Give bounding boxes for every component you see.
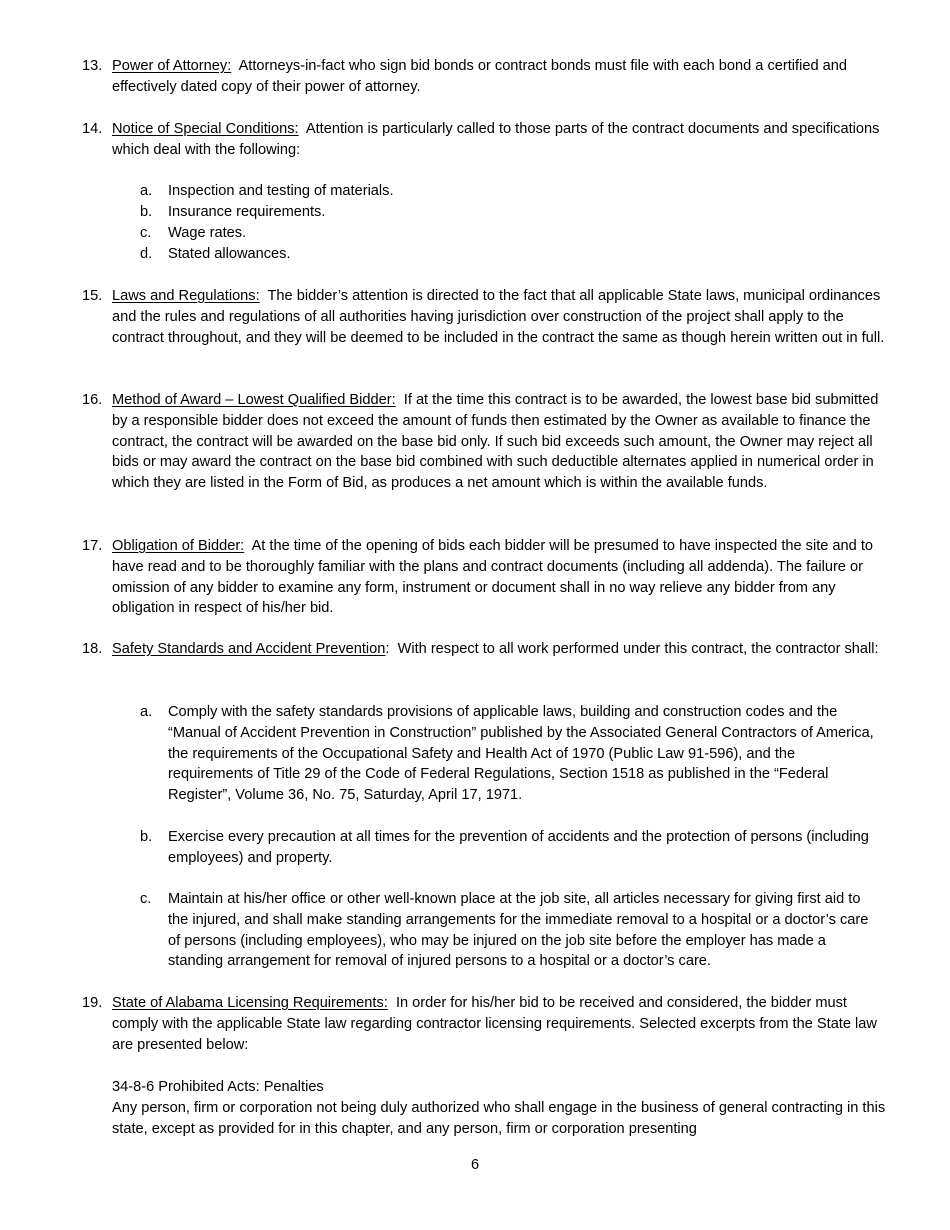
list-letter: d. [140, 246, 153, 262]
section-13 [82, 56, 888, 98]
section-number: 15. [82, 288, 103, 304]
section-title: State of Alabama Licensing Requirements: [112, 995, 388, 1011]
section-title: Safety Standards and Accident Prevention [112, 641, 386, 657]
page-number: 6 [470, 1157, 480, 1173]
section-body: In order for his/her bid to be received and considered, the bidder must comply with the applicable State law regarding contractor licensing requirements. Selected excerpts from the State law are presented below: [112, 995, 877, 1053]
section-number: 16. [82, 392, 103, 408]
section-18 [82, 639, 888, 660]
section-number: 14. [82, 121, 103, 137]
list-text: Insurance requirements. [168, 204, 326, 220]
list-letter: c. [140, 891, 152, 907]
list-letter: a. [140, 183, 153, 199]
list-letter: b. [140, 204, 153, 220]
list-item [140, 827, 884, 869]
section-number: 17. [82, 538, 103, 554]
section-17 [82, 536, 888, 619]
section-text [112, 639, 888, 660]
section-text [112, 56, 888, 98]
section-title-suffix: : [385, 641, 390, 657]
section-text [112, 119, 888, 161]
statute-excerpt [112, 1077, 888, 1139]
list-item [140, 202, 884, 223]
excerpt-heading: 34-8-6 Prohibited Acts: Penalties [112, 1079, 324, 1095]
list-item [140, 181, 884, 202]
list-item [140, 889, 884, 972]
section-19 [82, 993, 888, 1055]
section-title: Obligation of Bidder: [112, 538, 245, 554]
list-text: Inspection and testing of materials. [168, 183, 394, 199]
section-body: Attention is particularly called to those parts of the contract documents and specifications which deal with the following: [112, 121, 880, 158]
section-title: Laws and Regulations: [112, 288, 260, 304]
section-title: Method of Award – Lowest Qualified Bidder: [112, 392, 396, 408]
section-body: If at the time this contract is to be awarded, the lowest base bid submitted by a responsible bidder does not exceed the amount of funds then estimated by the Owner as available to finance the contract, the contract will be awarded on the base bid only. If such bid exceeds such amount, the Owner may reject all bids or may award the contract on the base bid combined with such deductible alternates applied in numerical order in which they are listed in the Form of Bid, as produces a net amount which is within the available funds. [112, 392, 879, 492]
section-14 [82, 119, 888, 161]
section-body: Attorneys-in-fact who sign bid bonds or contract bonds must file with each bond a certified and effectively dated copy of their power of attorney. [112, 58, 847, 95]
section-text [112, 390, 888, 494]
section-body: At the time of the opening of bids each bidder will be presumed to have inspected the site and to have read and to be thoroughly familiar with the plans and contract documents (including all addenda). The failure or omission of any bidder to examine any form, instrument or document shall in no way relieve any bidder from any obligation in respect of his/her bid. [112, 538, 874, 617]
section-number: 13. [82, 58, 103, 74]
section-text [112, 993, 888, 1055]
excerpt-text: Any person, firm or corporation not being duly authorized who shall engage in the business of general contracting in this state, except as provided for in this chapter, and any person, firm or corporation presenting [112, 1099, 886, 1137]
list-item [140, 223, 884, 244]
list-text: Stated allowances. [168, 246, 291, 262]
list-text: Maintain at his/her office or other well-known place at the job site, all articles necessary for giving first aid to the injured, and shall make standing arrangements for the immediate removal to a hospital or a doctor’s care of persons (including employees), who may be injured on the job site before the employer has made a standing arrangement for removal of injured persons to a hospital or a doctor’s care. [168, 891, 869, 970]
list-item [140, 702, 884, 806]
section-body: With respect to all work performed under this contract, the contractor shall: [397, 641, 879, 657]
list-letter: b. [140, 829, 153, 845]
section-title: Power of Attorney: [112, 58, 232, 74]
list-item [140, 244, 884, 265]
section-title: Notice of Special Conditions: [112, 121, 299, 137]
list-text: Comply with the safety standards provisions of applicable laws, building and construction codes and the “Manual of Accident Prevention in Construction” published by the Associated General Contractors of America, the requirements of the Occupational Safety and Health Act of 1970 (Public Law 91-596), and the requirements of Title 29 of the Code of Federal Regulations, Section 1518 as published in the “Federal Register”, Volume 36, No. 75, Saturday, April 17, 1971. [168, 704, 874, 804]
section-number: 19. [82, 995, 103, 1011]
section-text [112, 286, 888, 348]
section-body: The bidder’s attention is directed to the fact that all applicable State laws, municipal ordinances and the rules and regulations of all authorities having jurisdiction over construction of the project shall apply to the contract throughout, and they will be deemed to be included in the contract the same as though herein written out in full. [112, 288, 885, 346]
list-text: Wage rates. [168, 225, 247, 241]
section-text [112, 536, 888, 619]
section-16 [82, 390, 888, 494]
section-number: 18. [82, 641, 103, 657]
list-text: Exercise every precaution at all times for the prevention of accidents and the protection of persons (including employees) and property. [168, 829, 869, 866]
list-letter: c. [140, 225, 152, 241]
list-letter: a. [140, 704, 153, 720]
section-15 [82, 286, 888, 348]
